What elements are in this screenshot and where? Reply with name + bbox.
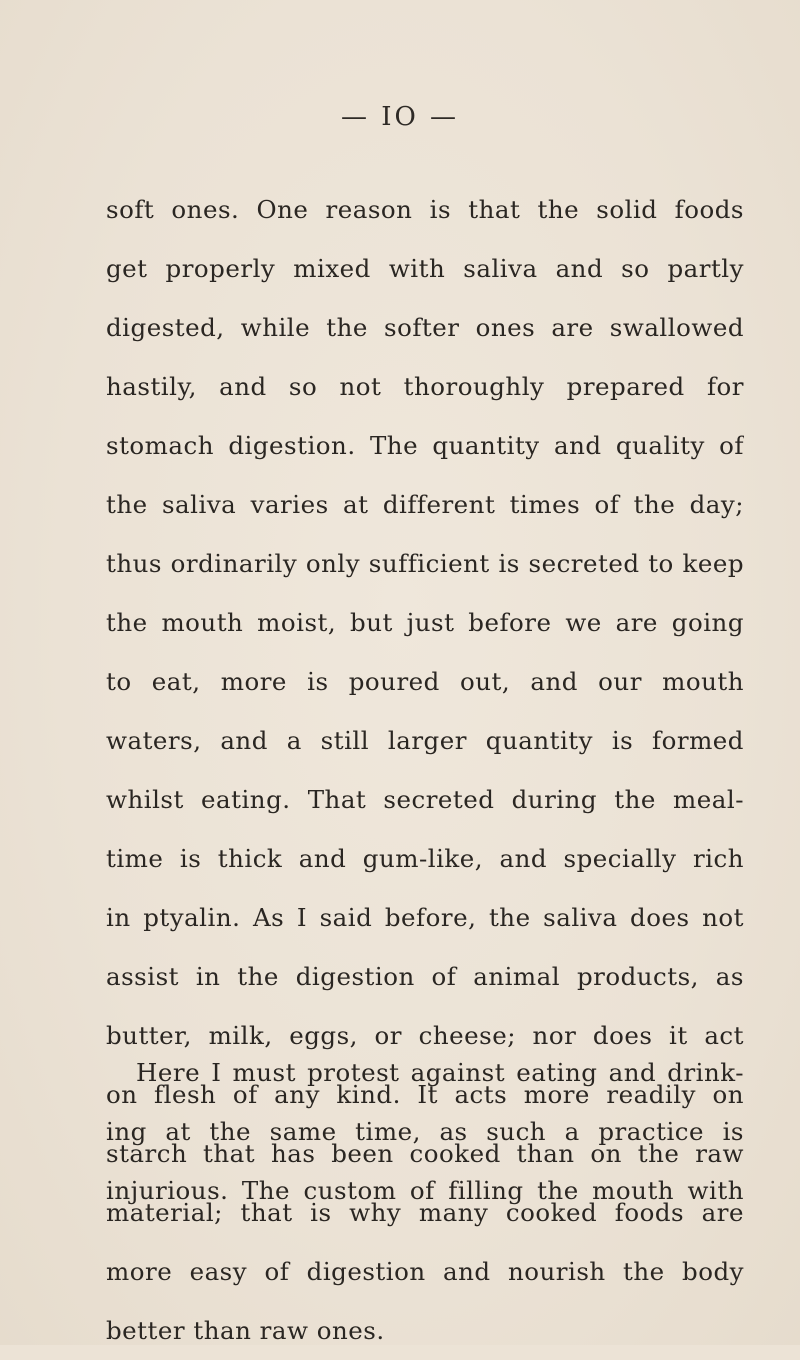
text-line: digested, while the softer ones are swallowed [106, 313, 744, 342]
text-line: better than raw ones. [106, 1316, 385, 1345]
text-line-first [106, 1043, 744, 1102]
text-line: time is thick and gum-like, and specially rich [106, 844, 744, 873]
text-line: on flesh of any kind. It acts more readily on [106, 1080, 744, 1109]
text-line: to eat, more is poured out, and our mouth [106, 667, 744, 696]
text-line: material; that is why many cooked foods are [106, 1198, 744, 1227]
text-line: injurious. The custom of filling the mouth with [106, 1176, 744, 1205]
text-line: the mouth moist, but just before we are going [106, 608, 744, 637]
paragraph-2 [106, 1043, 744, 1220]
text-line: ing at the same time, as such a practice is [106, 1117, 744, 1146]
text-line: whilst eating. That secreted during the meal- [106, 785, 744, 814]
text-line: in ptyalin. As I said before, the saliva does not [106, 903, 744, 932]
text-line: more easy of digestion and nourish the body [106, 1257, 744, 1286]
text-line: get properly mixed with saliva and so partly [106, 254, 744, 283]
text-line: butter, milk, eggs, or cheese; nor does it act [106, 1021, 744, 1050]
text-line: assist in the digestion of animal products, as [106, 962, 744, 991]
text-line: the saliva varies at different times of the day; [106, 490, 744, 519]
text-line: hastily, and so not thoroughly prepared for [106, 372, 744, 401]
text-line: stomach digestion. The quantity and quality of [106, 431, 744, 460]
text-line-content: Here I must protest against eating and drink- [136, 1058, 744, 1087]
text-line: soft ones. One reason is that the solid foods [106, 195, 744, 224]
text-line: thus ordinarily only sufficient is secreted to keep [106, 549, 744, 578]
text-line: starch that has been cooked than on the raw [106, 1139, 744, 1168]
text-line: waters, and a still larger quantity is formed [106, 726, 744, 755]
page-number: — IO — [340, 102, 460, 132]
